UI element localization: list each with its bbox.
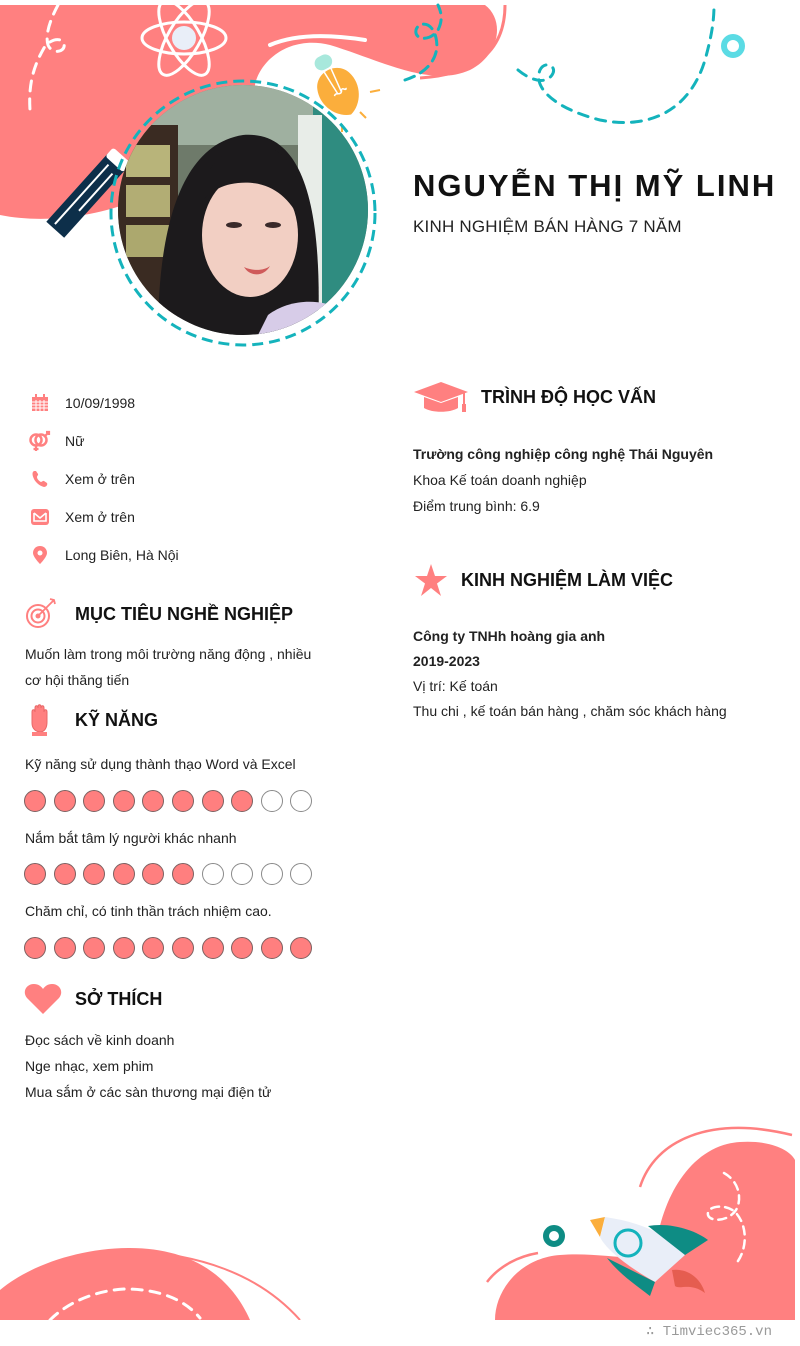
objective-text <box>25 641 335 693</box>
contact-gender <box>28 422 358 460</box>
location-pin-icon <box>28 543 52 567</box>
rating-dot-empty <box>290 863 312 885</box>
rating-dot-filled <box>24 863 46 885</box>
education-gpa: Điểm trung bình: 6.9 <box>413 498 540 514</box>
rating-dot-filled <box>24 937 46 959</box>
rating-dot-filled <box>202 790 224 812</box>
address-value: Long Biên, Hà Nội <box>65 547 179 563</box>
employment-period: 2019-2023 <box>413 653 480 669</box>
rating-dot-filled <box>231 937 253 959</box>
contact-info-list <box>28 384 358 574</box>
profile-photo <box>118 85 368 335</box>
gender-icon <box>28 429 52 453</box>
experience-section-header <box>414 563 673 597</box>
hobbies-section-header <box>24 982 162 1016</box>
school-name: Trường công nghiệp công nghệ Thái Nguyên <box>413 446 714 462</box>
rating-dot-filled <box>24 790 46 812</box>
hobby-item: Mua sắm ở các sàn thương mại điện tử <box>25 1084 272 1100</box>
objective-heading: MỤC TIÊU NGHỀ NGHIỆP <box>75 603 294 624</box>
rating-dot-filled <box>83 863 105 885</box>
contact-address <box>28 536 358 574</box>
phone-icon <box>28 467 52 491</box>
rating-dot-empty <box>202 863 224 885</box>
education-details <box>413 441 783 519</box>
email-value: Xem ở trên <box>65 509 135 525</box>
contact-phone <box>28 460 358 498</box>
rating-dot-filled <box>54 863 76 885</box>
rating-dot-filled <box>113 790 135 812</box>
watermark: ∴ Timviec365.vn <box>645 1324 772 1340</box>
rating-dot-filled <box>261 937 283 959</box>
contact-email <box>28 498 358 536</box>
rating-dot-filled <box>113 937 135 959</box>
skills-heading: KỸ NĂNG <box>75 709 159 730</box>
skill-rating <box>24 937 320 959</box>
rating-dot-filled <box>172 937 194 959</box>
calendar-icon <box>28 391 52 415</box>
job-description: Thu chi , kế toán bán hàng , chăm sóc khách hàng <box>413 703 727 719</box>
candidate-title: KINH NGHIỆM BÁN HÀNG 7 NĂM <box>413 217 682 236</box>
objective-section-header <box>24 597 293 631</box>
hobbies-heading: SỞ THÍCH <box>75 988 163 1009</box>
rating-dot-filled <box>202 937 224 959</box>
rating-dot-filled <box>142 863 164 885</box>
rating-dot-filled <box>142 790 164 812</box>
education-section-header <box>414 380 656 414</box>
hand-icon <box>24 703 58 737</box>
rating-dot-empty <box>261 863 283 885</box>
target-icon <box>24 597 58 631</box>
contact-birthdate <box>28 384 358 422</box>
rating-dot-empty <box>290 790 312 812</box>
rating-dot-filled <box>54 790 76 812</box>
rating-dot-filled <box>54 937 76 959</box>
candidate-name: NGUYỄN THỊ MỸ LINH <box>413 168 777 203</box>
rating-dot-filled <box>83 937 105 959</box>
rating-dot-filled <box>113 863 135 885</box>
hobby-item: Nge nhạc, xem phim <box>25 1058 154 1074</box>
hobbies-list <box>25 1027 345 1105</box>
rating-dot-filled <box>172 790 194 812</box>
objective-line: Muốn làm trong môi trường năng động , nhiều <box>25 646 312 662</box>
skill-rating <box>24 790 320 812</box>
skill-label: Nắm bắt tâm lý người khác nhanh <box>25 830 237 846</box>
email-icon <box>28 505 52 529</box>
experience-details <box>413 624 783 724</box>
skill-label: Chăm chỉ, có tinh thần trách nhiệm cao. <box>25 903 272 919</box>
experience-heading: KINH NGHIỆM LÀM VIỆC <box>461 569 674 590</box>
graduation-cap-icon <box>414 380 469 414</box>
rating-dot-filled <box>142 937 164 959</box>
birthdate-value: 10/09/1998 <box>65 395 136 411</box>
objective-line: cơ hội thăng tiến <box>25 672 130 688</box>
education-heading: TRÌNH ĐỘ HỌC VẤN <box>481 386 656 407</box>
rating-dot-filled <box>172 863 194 885</box>
rating-dot-empty <box>231 863 253 885</box>
gender-value: Nữ <box>65 433 85 449</box>
education-major: Khoa Kế toán doanh nghiệp <box>413 472 587 488</box>
skills-section-header <box>24 703 158 737</box>
rating-dot-filled <box>290 937 312 959</box>
heart-icon <box>24 982 62 1016</box>
skill-rating <box>24 863 320 885</box>
company-name: Công ty TNHh hoàng gia anh <box>413 628 606 644</box>
skill-label: Kỹ năng sử dụng thành thạo Word và Excel <box>25 756 296 772</box>
star-icon <box>414 563 448 597</box>
rating-dot-filled <box>231 790 253 812</box>
hobby-item: Đọc sách về kinh doanh <box>25 1032 175 1048</box>
rating-dot-filled <box>83 790 105 812</box>
rating-dot-empty <box>261 790 283 812</box>
phone-value: Xem ở trên <box>65 471 135 487</box>
avatar <box>118 85 368 335</box>
job-position: Vị trí: Kế toán <box>413 678 498 694</box>
